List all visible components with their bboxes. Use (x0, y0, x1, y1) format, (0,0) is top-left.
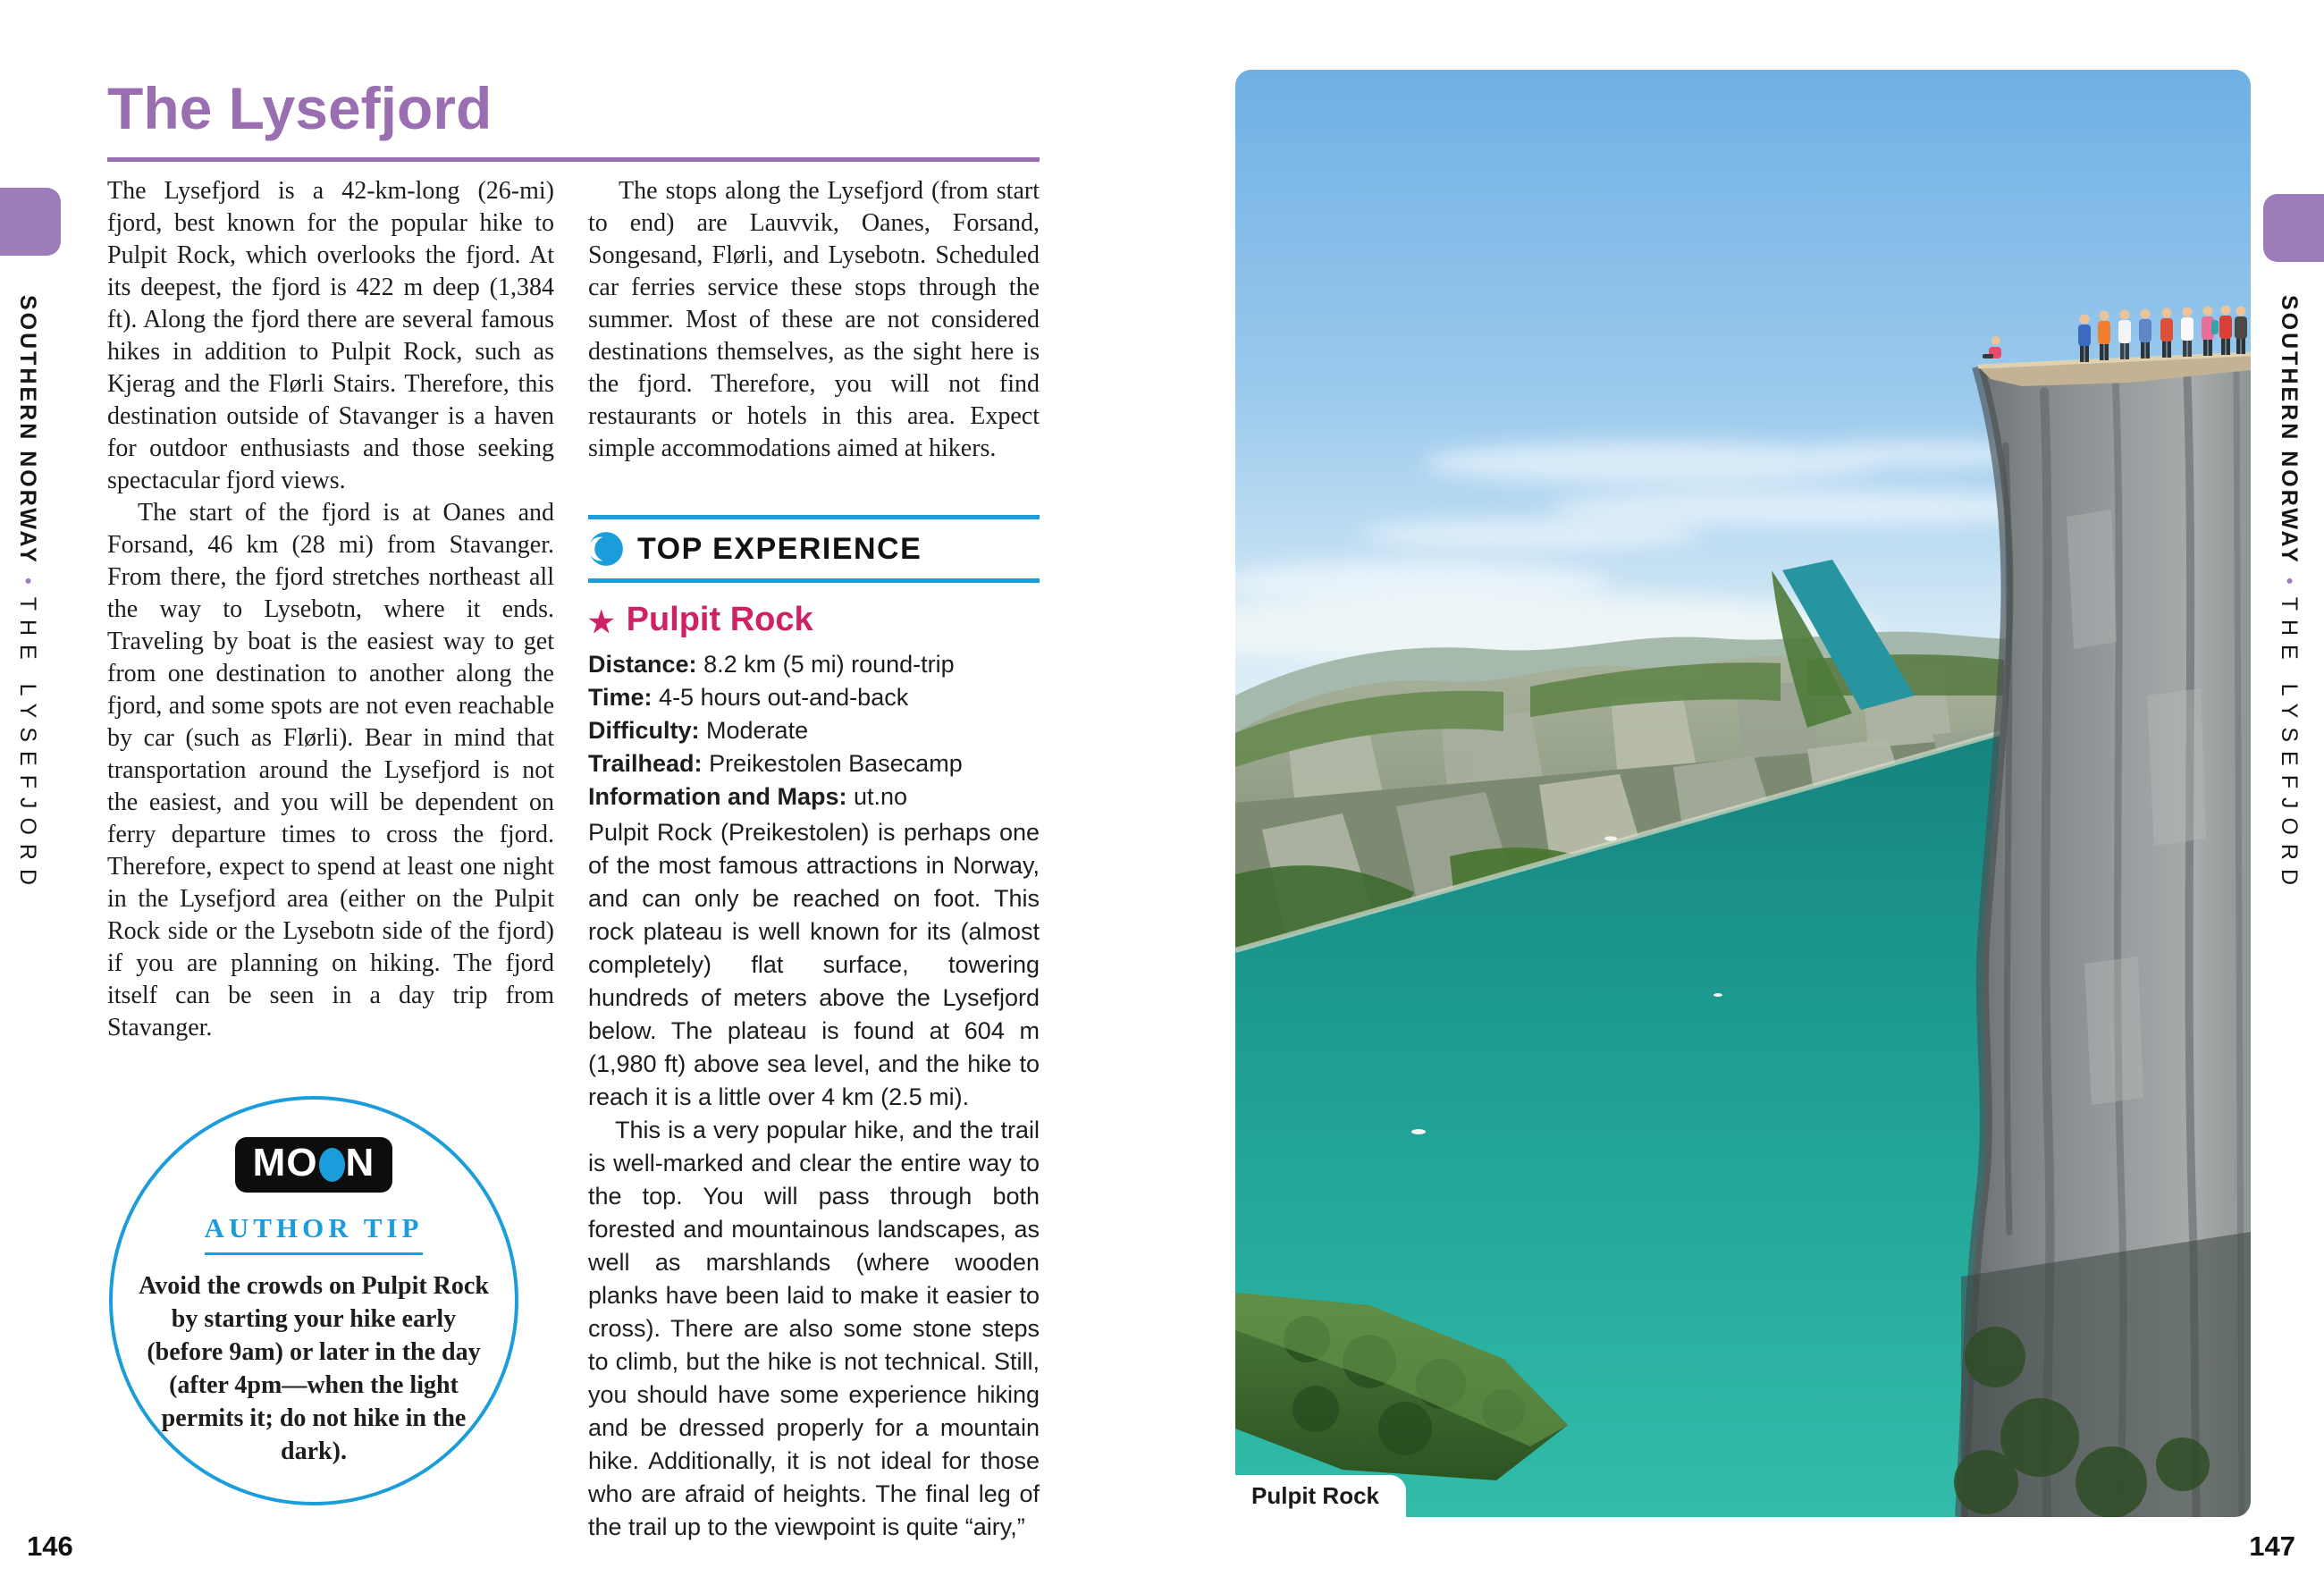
spine-bullet-icon: • (2278, 577, 2301, 585)
moon-logo-letter: N (345, 1141, 375, 1185)
intro-column (107, 175, 554, 1044)
top-experience-label: TOP EXPERIENCE (637, 531, 922, 566)
chapter-tab-left (0, 188, 61, 256)
moon-logo (235, 1137, 393, 1193)
moon-logo-blue-o-icon (319, 1148, 345, 1182)
spine-bullet-icon: • (17, 577, 39, 585)
hike-details (588, 648, 1040, 814)
spine-text-left (14, 295, 40, 894)
hike-detail-trailhead: Trailhead: Preikestolen Basecamp (588, 750, 963, 777)
hike-name: Pulpit Rock (626, 601, 813, 638)
chapter-tab-right (2263, 194, 2324, 262)
page-number-right: 147 (2249, 1530, 2295, 1562)
author-tip-callout (109, 1096, 518, 1505)
page-title: The Lysefjord (107, 79, 1040, 162)
spine-text-right (2276, 295, 2302, 894)
spine-chapter-label: SOUTHERN NORWAY (2277, 295, 2302, 565)
author-tip-heading: AUTHOR TIP (205, 1212, 424, 1255)
hike-detail-distance: Distance: 8.2 km (5 mi) round-trip (588, 651, 955, 678)
hike-heading (588, 601, 1040, 639)
intro-paragraph-2: The start of the fjord is at Oanes and Forsand, 46 km (28 mi) from Stavanger. From there, the fjord stretches northeast all the way to Lysebotn, where it ends. Traveling by boat is the easiest way to get from one destination to another along the fjord, and some spots are not even reachable by car (such as Flørli). Bear in mind that transportation around the Lysefjord is not the easiest, and you will be dependent on ferry departure times to cross the fjord. Therefore, expect to spend at least one night in the Lysefjord area (either on the Pulpit Rock side or the Lysebotn side of the fjord) if you are planning on hiking. The fjord itself can be seen in a day trip from Stavanger. (107, 499, 554, 1041)
moon-crescent-icon (588, 531, 624, 567)
stops-paragraph: The stops along the Lysefjord (from start to end) are Lauvvik, Oanes, Forsand, Songesand, Flørli, and Lysebotn. Scheduled car ferries service these stops through the summer. Most of these are not considered destinations themselves, as the sight here is the fjord. Therefore, you will not find restaurants or hotels in this area. Expect simple accommodations aimed at hikers. (588, 177, 1040, 462)
hike-paragraph-2: This is a very popular hike, and the trail is well-marked and clear the entire way to the top. You will pass through both forested and mountainous landscapes, as well as marshlands (where wooden planks have been laid to make it easier to cross). There are also some stone steps to climb, but the hike is not technical. Still, you should have some experience hiking and be dressed properly for a mountain hike. Additionally, it is not ideal for those who are afraid of heights. The final leg of the trail up to the viewpoint is quite “airy,” (588, 1117, 1040, 1540)
top-experience-banner (588, 515, 1040, 583)
pulpit-rock-photo (1235, 70, 2251, 1517)
page-number-left: 146 (27, 1530, 73, 1562)
spine-section-label: THE LYSEFJORD (2277, 596, 2302, 895)
star-icon: ★ (588, 605, 615, 638)
spine-section-label: THE LYSEFJORD (15, 596, 40, 895)
photo-caption: Pulpit Rock (1235, 1475, 1406, 1521)
hike-paragraph-1: Pulpit Rock (Preikestolen) is perhaps one of the most famous attractions in Norway, and can only be reached on foot. This rock plateau is well known for its (almost completely) flat surface, towering hundreds of meters above the Lysefjord below. The plateau is found at 604 m (1,980 ft) above sea level, and the hike to reach it is a little over 4 km (2.5 mi). (588, 819, 1040, 1110)
moon-logo-letter: O (286, 1141, 318, 1185)
intro-paragraph-1: The Lysefjord is a 42-km-long (26-mi) fjord, best known for the popular hike to Pulpit Rock, which overlooks the fjord. At its deepest, the fjord is 422 m deep (1,384 ft). Along the fjord there are several famous hikes in addition to Pulpit Rock, such as Kjerag and the Flørli Stairs. Therefore, this destination outside of Stavanger is a haven for outdoor enthusiasts and those seeking spectacular fjord views. (107, 177, 554, 494)
hike-detail-info-maps: Information and Maps: ut.no (588, 783, 908, 810)
hike-description (588, 816, 1040, 1544)
author-tip-body: Avoid the crowds on Pulpit Rock by starting your hike early (before 9am) or later in the day (after 4pm—when the light permits it; do not hike in the dark). (139, 1272, 489, 1465)
moon-logo-letter: M (252, 1141, 287, 1185)
hike-detail-time: Time: 4-5 hours out-and-back (588, 684, 909, 711)
spine-chapter-label: SOUTHERN NORWAY (15, 295, 40, 565)
second-column (588, 175, 1040, 1544)
hike-detail-difficulty: Difficulty: Moderate (588, 717, 809, 744)
